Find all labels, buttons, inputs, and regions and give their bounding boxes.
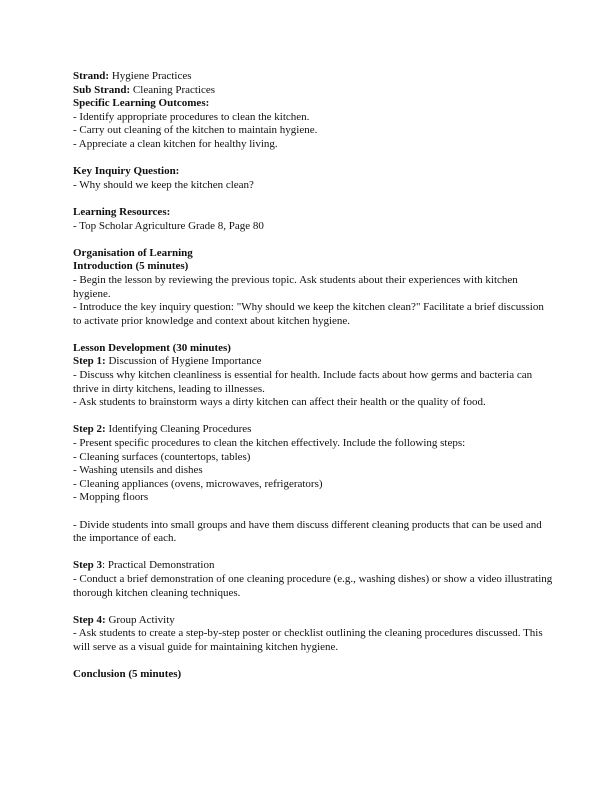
step3-label: Step 3 — [73, 559, 103, 572]
conclusion-heading: Conclusion (5 minutes) — [73, 668, 182, 681]
organisation-heading: Organisation of Learning — [73, 246, 193, 259]
sub-strand-line — [73, 84, 553, 98]
step4-title: Group Activity — [105, 613, 175, 626]
step4-label: Step 4: — [73, 613, 106, 626]
slo-heading: Specific Learning Outcomes: — [73, 97, 210, 110]
introduction-item: - Begin the lesson by reviewing the previous topic. Ask students about their experiences with kitchen hygiene. — [73, 273, 518, 300]
resources-item: - Top Scholar Agriculture Grade 8, Page 80 — [73, 219, 264, 232]
introduction-item: - Introduce the key inquiry question: "Why should we keep the kitchen clean?" Facilitate a brief discussion to activate prior knowledge and context about kitchen hygiene. — [73, 301, 544, 327]
introduction-heading: Introduction (5 minutes) — [73, 260, 189, 273]
step3-line — [73, 559, 553, 573]
step4-item: - Ask students to create a step-by-step poster or checklist outlining the cleaning procedures discussed. This will serve as a visual guide for maintaining kitchen hygiene. — [73, 627, 543, 653]
sub-strand-value: Cleaning Practices — [130, 83, 216, 96]
inquiry-heading: Key Inquiry Question: — [73, 165, 180, 178]
step2-item: - Mopping floors — [73, 491, 149, 504]
step3-item: - Conduct a brief demonstration of one cleaning procedure (e.g., washing dishes) or show a video illustrating thorough kitchen cleaning techniques. — [73, 572, 553, 599]
step2-item: - Cleaning surfaces (countertops, tables) — [73, 450, 251, 463]
slo-item: - Identify appropriate procedures to clean the kitchen. — [73, 110, 310, 123]
step1-item: - Ask students to brainstorm ways a dirty kitchen can affect their health or the quality of food. — [73, 396, 486, 409]
step3-title: : Practical Demonstration — [102, 559, 215, 572]
step2-extra: - Divide students into small groups and have them discuss different cleaning products that can be used and the importance of each. — [73, 518, 542, 545]
step1-label: Step 1: — [73, 355, 106, 368]
step2-title: Identifying Cleaning Procedures — [105, 423, 252, 436]
sub-strand-label: Sub Strand: — [73, 83, 131, 96]
strand-label: Strand: — [73, 70, 110, 82]
step1-item: - Discuss why kitchen cleanliness is essential for health. Include facts about how germs and bacteria can thrive in dirty kitchens, leading to illnesses. — [73, 369, 533, 395]
lesson-plan-page — [73, 70, 553, 682]
resources-heading: Learning Resources: — [73, 205, 171, 218]
step4-line — [73, 614, 553, 628]
step2-item: - Washing utensils and dishes — [73, 464, 203, 477]
step1-line — [73, 355, 553, 369]
development-heading: Lesson Development (30 minutes) — [73, 341, 231, 354]
strand-value: Hygiene Practices — [109, 70, 192, 82]
step2-label: Step 2: — [73, 423, 106, 436]
step2-item: - Present specific procedures to clean the kitchen effectively. Include the following steps: — [73, 437, 466, 450]
strand-line — [73, 70, 553, 84]
slo-item: - Carry out cleaning of the kitchen to maintain hygiene. — [73, 124, 318, 137]
step2-line — [73, 423, 553, 437]
step1-title: Discussion of Hygiene Importance — [105, 355, 262, 368]
step2-item: - Cleaning appliances (ovens, microwaves, refrigerators) — [73, 477, 323, 490]
inquiry-item: - Why should we keep the kitchen clean? — [73, 178, 254, 191]
slo-item: - Appreciate a clean kitchen for healthy living. — [73, 137, 278, 150]
